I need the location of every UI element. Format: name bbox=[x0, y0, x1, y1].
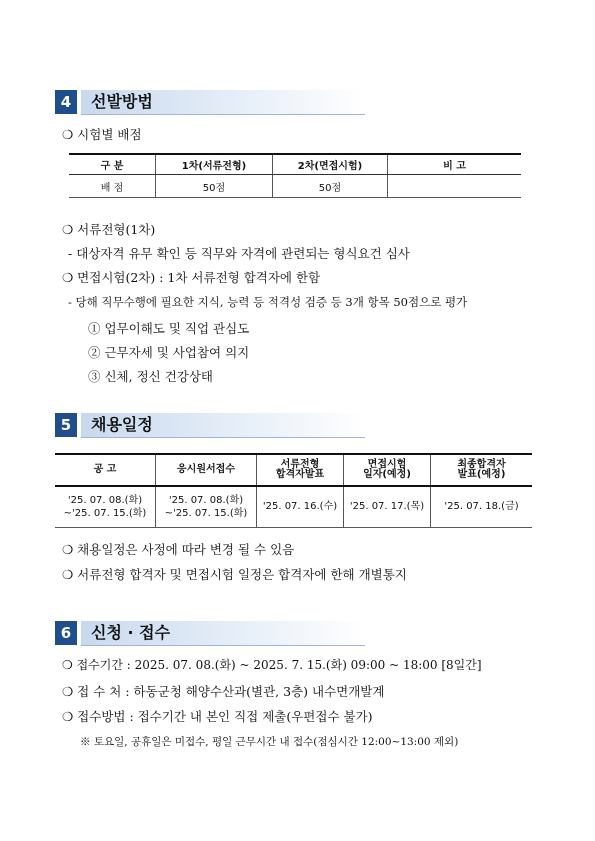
table-header-row bbox=[69, 154, 521, 175]
header-text: 일자(예정) bbox=[363, 469, 411, 480]
table-cell bbox=[156, 486, 257, 528]
cell-text: '25. 07. 16.(수) bbox=[262, 501, 338, 513]
section-title: 신청 · 접수 bbox=[91, 623, 171, 642]
body-line: ❍ 접수기간 : 2025. 07. 08.(화) ~ 2025. 7. 15.(화) 09:00 ~ 18:00 [8일간] bbox=[62, 658, 482, 672]
table-header-cell: 1차(서류전형) bbox=[156, 154, 273, 175]
table-cell bbox=[55, 486, 156, 528]
table-cell: 50점 bbox=[273, 175, 388, 198]
score-table bbox=[69, 153, 521, 198]
body-line: ❍ 서류전형(1차) bbox=[62, 222, 156, 237]
cell-text: '25. 07. 08.(화) bbox=[67, 494, 143, 506]
section-title: 선발방법 bbox=[91, 92, 153, 111]
body-line: ❍ 접 수 처 : 하동군청 해양수산과(별관, 3층) 내수면개발계 bbox=[62, 684, 385, 699]
table-header-cell bbox=[156, 454, 257, 486]
section-6-header bbox=[55, 621, 365, 645]
body-line: ③ 신체, 정신 건강상태 bbox=[88, 369, 213, 384]
body-line: ❍ 접수방법 : 접수기간 내 본인 직접 제출(우편접수 불가) bbox=[62, 709, 373, 724]
body-line: ❍ 채용일정은 사정에 따라 변경 될 수 있음 bbox=[62, 542, 295, 557]
table-header-row bbox=[55, 454, 532, 486]
table-header-cell: 구 분 bbox=[69, 154, 156, 175]
header-text: 공 고 bbox=[93, 463, 117, 475]
cell-text: '25. 07. 18.(금) bbox=[444, 501, 519, 513]
header-text: 면접시험 bbox=[367, 458, 407, 470]
table-cell bbox=[344, 486, 431, 528]
table-cell bbox=[431, 486, 533, 528]
body-line: ❍ 서류전형 합격자 및 면접시험 일정은 합격자에 한해 개별통지 bbox=[62, 567, 407, 582]
table-header-cell bbox=[257, 454, 344, 486]
table-cell bbox=[257, 486, 344, 528]
note-line: ※ 토요일, 공휴일은 미접수, 평일 근무시간 내 접수(점심시간 12:00~13:00 제외) bbox=[80, 736, 459, 748]
body-line: ❍ 면접시험(2차) : 1차 서류전형 합격자에 한함 bbox=[62, 270, 321, 285]
table-cell: 50점 bbox=[156, 175, 273, 198]
table-header-cell: 2차(면접시험) bbox=[273, 154, 388, 175]
table-header-cell bbox=[431, 454, 533, 486]
table-row bbox=[69, 175, 521, 198]
section-number: 5 bbox=[55, 413, 77, 437]
score-intro: ❍ 시험별 배점 bbox=[62, 127, 142, 142]
cell-text: ~'25. 07. 15.(화) bbox=[63, 508, 147, 519]
cell-text: '25. 07. 17.(목) bbox=[349, 501, 425, 513]
table-header-cell bbox=[55, 454, 156, 486]
section-title: 채용일정 bbox=[91, 415, 153, 434]
table-header-cell: 비 고 bbox=[388, 154, 522, 175]
header-text: 서류전형 bbox=[280, 458, 320, 470]
section-4-header bbox=[55, 90, 365, 114]
body-line: ① 업무이해도 및 직업 관심도 bbox=[88, 321, 250, 336]
body-line: ② 근무자세 및 사업참여 의지 bbox=[88, 345, 250, 360]
header-text: 발표(예정) bbox=[457, 469, 506, 480]
table-header-cell bbox=[344, 454, 431, 486]
section-number: 6 bbox=[55, 621, 77, 645]
table-cell: 배 점 bbox=[69, 175, 156, 198]
cell-text: '25. 07. 08.(화) bbox=[168, 494, 244, 506]
section-5-header bbox=[55, 413, 365, 437]
table-cell bbox=[388, 175, 522, 198]
table-row bbox=[55, 486, 532, 528]
body-line: - 대상자격 유무 확인 등 직무와 자격에 관련되는 형식요건 심사 bbox=[68, 246, 410, 261]
cell-text: ~'25. 07. 15.(화) bbox=[164, 508, 248, 519]
section-number: 4 bbox=[55, 90, 77, 114]
header-text: 최종합격자 bbox=[457, 458, 506, 470]
schedule-table bbox=[55, 453, 532, 528]
header-text: 응시원서접수 bbox=[177, 463, 235, 475]
header-text: 합격자발표 bbox=[275, 469, 325, 480]
body-line: - 당해 직무수행에 필요한 지식, 능력 등 적격성 검증 등 3개 항목 50점으로 평가 bbox=[68, 295, 468, 309]
